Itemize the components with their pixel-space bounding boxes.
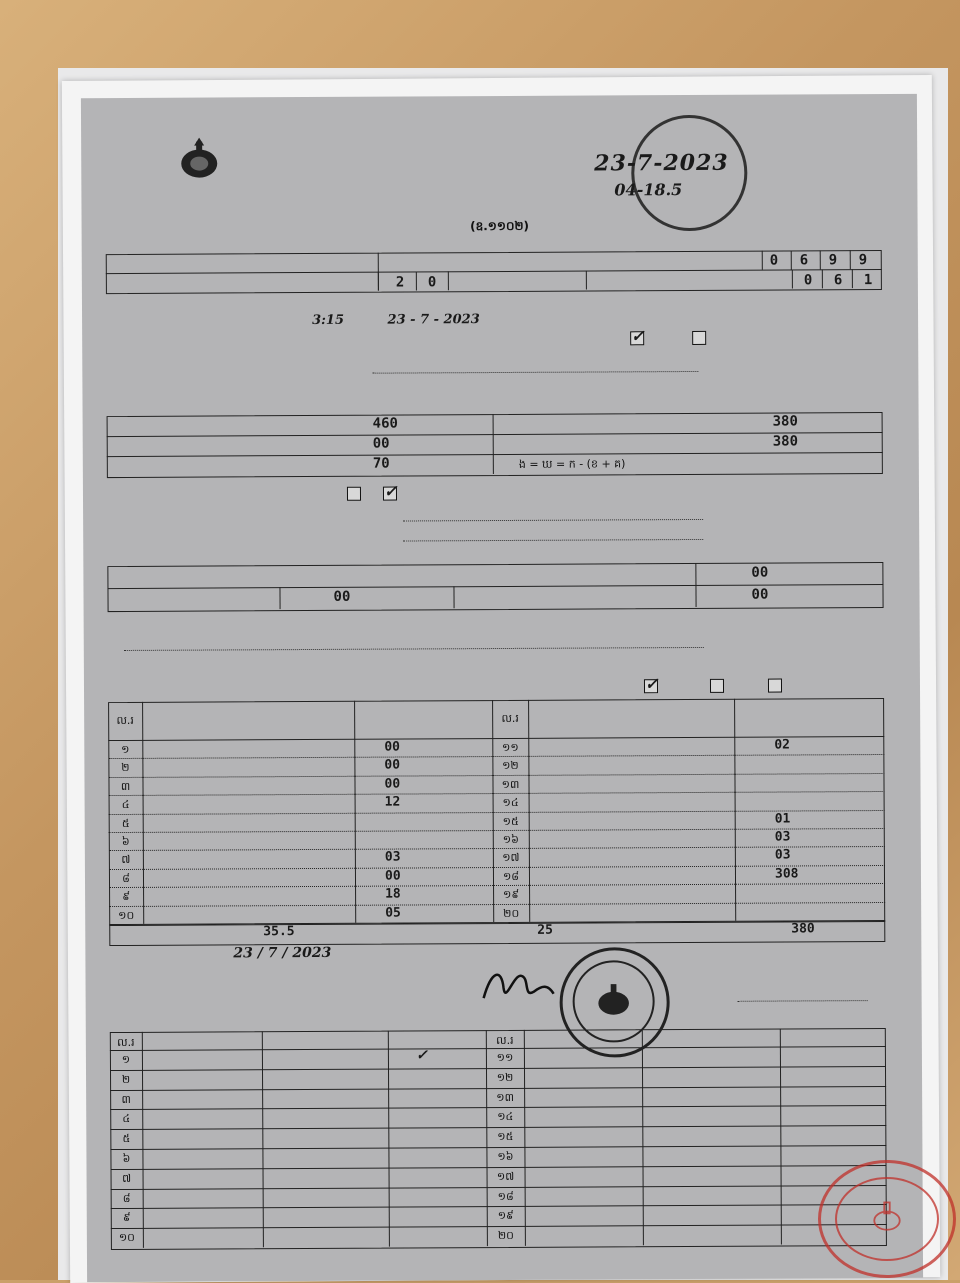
agent-row-number: ១៥	[497, 1130, 514, 1144]
count-e: 380	[772, 433, 799, 450]
complaint-count-2: 00	[333, 588, 351, 605]
agent-row-number: ៣	[121, 1092, 131, 1106]
national-emblem-icon	[177, 137, 221, 181]
party-row-number: ១៥	[502, 814, 519, 828]
footer-note	[147, 1252, 867, 1256]
party-row-number: ១០	[118, 908, 135, 922]
party-row-number: ៤	[121, 798, 130, 812]
signing-date: 23 / 7 / 2023	[233, 944, 332, 962]
agent-row-number: ៤	[122, 1112, 131, 1126]
form-title: (ឧ.១១០២)	[470, 218, 530, 234]
party-row-number: ១៨	[502, 869, 520, 883]
agent-row-number: ១០	[118, 1231, 135, 1245]
party-votes: 03	[384, 849, 401, 866]
party-row-number: ៧	[121, 853, 131, 867]
agent-row-number: ១១	[496, 1050, 514, 1065]
party-votes: 18	[385, 886, 401, 902]
checkbox-yes[interactable]: ✓	[631, 326, 645, 346]
checkbox-sheets-2[interactable]	[710, 679, 724, 693]
reception-stamp	[594, 115, 748, 232]
agent-signature: ✓	[415, 1047, 428, 1064]
agent-row-number: ២	[121, 1072, 131, 1086]
agent-row-number: ១៩	[497, 1209, 514, 1223]
party-row-number: ១១	[501, 740, 519, 755]
count-d: 380	[772, 413, 798, 430]
party-votes: 00	[384, 776, 401, 792]
party-row-number: ៥	[121, 816, 130, 830]
party-votes: 03	[774, 847, 791, 863]
agent-row-number: ១៨	[497, 1189, 514, 1203]
party-row-number: ១២	[502, 759, 519, 773]
agent-row-number: ១៧	[496, 1169, 515, 1183]
checkbox-match-yes[interactable]	[347, 487, 361, 501]
total-invalid-votes: 25	[537, 922, 553, 938]
party-row-number: ៩	[122, 890, 131, 904]
agent-row-number: ៩	[122, 1211, 131, 1225]
party-row-number: ៣	[120, 779, 131, 793]
scanned-form: 23-7-2023 04-18.5 (ឧ.១១០២) 0 6 9 9 2 0 0 6 1 3:15 23 - 7 - 2023 ✓ 460 00 70 380 380 ង = ឃ = ក - (ខ + គ) ✓ 00 00 00 ✓ ល.រ ល.រ ១ 00 ១១ 02 ២ 00 ១២ ៣ 00 ១៣ ៤ 12 ១៤ ៥ ១៥ 01 ៦ ១៦ 03 ៧ 03 ១៧ 03 ៨ 00 ១៨ 308 ៩ 18 ១៩ ១០ 05 ២០ 35.5 25 380 23 / 7 / 2023 ល.រ ល.រ ១ ✓ ១១ ២ ១២ ៣ ១៣ ៤ ១៤ ៥ ១៥ ៦ ១៦ ៧ ១៧ ៨ ១៨ ៩ ១៩ ១០ ២០	[81, 94, 923, 1282]
count-a: 460	[372, 415, 398, 432]
count-b: 00	[372, 435, 390, 452]
count-c: 70	[372, 455, 390, 472]
center-code: 0 6 9 9	[762, 250, 880, 270]
party-row-number: ២	[121, 761, 130, 775]
red-official-stamp	[818, 1160, 956, 1278]
stamp-date: 23-7-2023	[594, 149, 729, 177]
stamp-time: 04-18.5	[614, 180, 683, 200]
party-row-number: ១៣	[501, 777, 520, 791]
party-row-number: ៨	[122, 871, 130, 885]
checkbox-sheets-1[interactable]: ✓	[644, 674, 659, 694]
commission-line	[87, 191, 347, 192]
complaint-count-3: 00	[751, 586, 769, 603]
party-votes: 00	[384, 868, 401, 884]
agent-row-number: ១	[121, 1052, 131, 1066]
checkbox-match-no[interactable]: ✓	[383, 481, 398, 501]
checkbox-sheets-3[interactable]	[768, 679, 782, 693]
agent-row-number: ២០	[497, 1229, 514, 1243]
agent-row-number: ៨	[122, 1191, 131, 1205]
party-votes: 308	[774, 866, 799, 882]
party-row-number: ១៧	[502, 851, 520, 865]
party-votes: 02	[774, 737, 790, 753]
agent-row-number: ៥	[122, 1132, 131, 1146]
party-votes: 01	[774, 811, 791, 827]
party-row-number: ២០	[503, 906, 520, 920]
checkbox-no[interactable]	[692, 331, 706, 345]
party-row-number: ១៩	[502, 888, 520, 902]
party-votes: 03	[774, 829, 791, 845]
party-row-number: ១៦	[502, 832, 519, 846]
agent-row-number: ៧	[122, 1171, 132, 1185]
complaint-count-1: 00	[751, 564, 769, 581]
head-signature	[477, 964, 557, 1010]
party-row-number: ៦	[121, 834, 130, 848]
agent-row-number: ៦	[122, 1151, 131, 1165]
party-votes: 12	[384, 794, 401, 810]
count-formula: ង = ឃ = ក - (ខ + គ)	[518, 457, 626, 471]
totals-row	[109, 920, 885, 946]
party-row-number: ១	[121, 742, 130, 756]
red-stamp-emblem-icon	[867, 1197, 907, 1237]
agent-row-number: ១២	[496, 1070, 514, 1084]
party-votes: 00	[384, 739, 401, 755]
agent-row-number: ១៦	[497, 1149, 514, 1164]
counts-table	[107, 412, 883, 478]
party-row-number: ១៤	[502, 796, 519, 810]
agent-row-number: ១៤	[497, 1110, 514, 1124]
agent-row-number: ១៣	[496, 1090, 515, 1104]
party-votes: 00	[384, 757, 401, 774]
party-votes: 05	[385, 905, 401, 921]
total-valid-votes: 35.5	[263, 924, 295, 940]
seal-emblem-icon	[593, 978, 635, 1020]
section2-line1: 3:15 23 - 7 - 2023	[312, 312, 480, 328]
total-ballots: 380	[791, 921, 815, 937]
